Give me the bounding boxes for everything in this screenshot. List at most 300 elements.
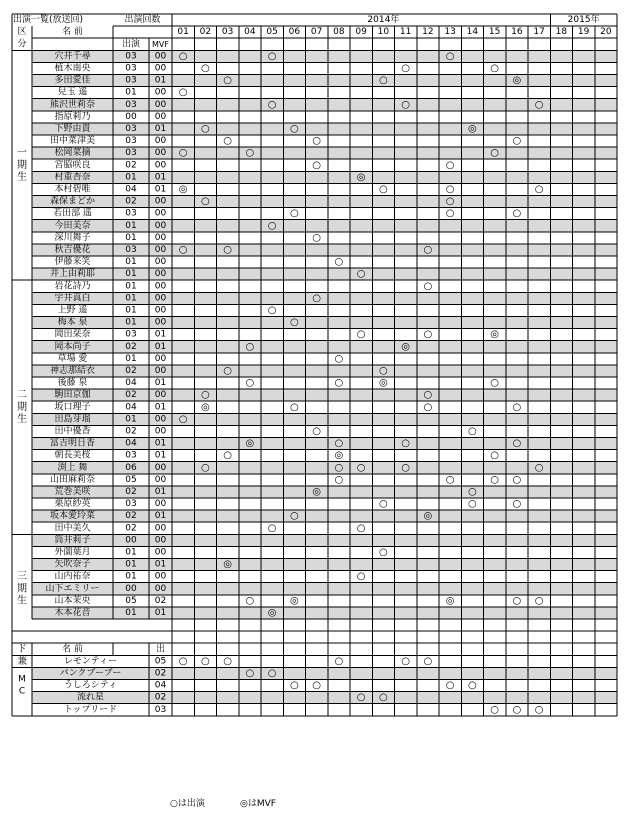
member-name: 田中菜津美 bbox=[49, 136, 96, 147]
group-label-char: 生 bbox=[17, 413, 27, 425]
mvf-count: 00 bbox=[154, 390, 167, 401]
shaded-row bbox=[32, 607, 617, 619]
mvf-mark: ◎ bbox=[445, 595, 455, 607]
appear-mark: ○ bbox=[468, 425, 477, 437]
shaded-row bbox=[32, 196, 617, 208]
member-name: 指原莉乃 bbox=[54, 111, 91, 122]
mc-count: 02 bbox=[154, 668, 167, 679]
episode-number: 08 bbox=[333, 27, 345, 38]
shaded-row bbox=[32, 75, 617, 87]
shaded-row bbox=[32, 244, 617, 256]
appear-mark: ○ bbox=[423, 244, 433, 256]
appear-count: 01 bbox=[125, 172, 137, 183]
appear-count: 00 bbox=[125, 111, 137, 122]
name-header: 名 前 bbox=[62, 27, 83, 38]
mvf-mark: ◎ bbox=[201, 401, 210, 413]
mvf-count: 00 bbox=[154, 523, 167, 534]
mc-name: トップリード bbox=[63, 704, 118, 715]
appear-count: 02 bbox=[125, 486, 137, 497]
appear-count: 04 bbox=[125, 438, 137, 449]
appear-mark: ○ bbox=[201, 655, 210, 667]
appear-mark: ○ bbox=[178, 244, 188, 256]
mc-name-header: 名 前 bbox=[62, 644, 83, 655]
appear-mark: ○ bbox=[379, 75, 388, 87]
appear-count: 03 bbox=[125, 148, 137, 159]
shaded-row bbox=[32, 220, 617, 232]
member-name: 矢吹奈子 bbox=[54, 559, 91, 570]
mvf-mark: ◎ bbox=[312, 486, 321, 498]
appear-count: 02 bbox=[125, 523, 137, 534]
appear-count: 01 bbox=[125, 257, 137, 268]
appear-mark: ○ bbox=[379, 365, 388, 377]
mvf-count: 00 bbox=[154, 547, 167, 558]
appear-count: 03 bbox=[125, 499, 137, 510]
appear-mark: ○ bbox=[334, 462, 344, 474]
member-name: 駒田京伽 bbox=[54, 390, 91, 401]
appear-mark: ○ bbox=[245, 377, 255, 389]
appear-mark: ○ bbox=[445, 50, 455, 62]
mvf-mark: ◎ bbox=[379, 377, 388, 389]
episode-number: 17 bbox=[533, 27, 545, 38]
member-name: 木本花音 bbox=[54, 607, 91, 618]
group-label-char: 二 bbox=[17, 389, 27, 401]
appear-mark: ○ bbox=[445, 680, 455, 692]
appear-count: 05 bbox=[125, 595, 137, 606]
appear-mark: ○ bbox=[267, 50, 277, 62]
appear-count: 02 bbox=[125, 365, 137, 376]
appear-mark: ○ bbox=[356, 268, 366, 280]
appear-mark: ○ bbox=[468, 498, 477, 510]
appear-count: 01 bbox=[125, 87, 137, 98]
appear-mark: ○ bbox=[356, 462, 366, 474]
mc-group-label-char: C bbox=[18, 686, 26, 697]
appear-mark: ○ bbox=[445, 474, 455, 486]
mvf-mark: ◎ bbox=[245, 438, 255, 450]
appear-mark: ○ bbox=[379, 183, 388, 195]
group-label-char: 生 bbox=[17, 171, 27, 183]
appear-mark: ○ bbox=[334, 474, 344, 486]
episode-number: 05 bbox=[266, 27, 278, 38]
appear-mark: ○ bbox=[334, 377, 344, 389]
appear-mark: ○ bbox=[490, 62, 499, 74]
appear-mark: ○ bbox=[178, 50, 188, 62]
appear-mark: ○ bbox=[401, 62, 410, 74]
mc-name: パンクブーブー bbox=[59, 668, 122, 679]
appear-mark: ○ bbox=[223, 75, 232, 87]
member-name: 山本茉央 bbox=[54, 595, 91, 606]
appear-mark: ○ bbox=[290, 401, 299, 413]
appear-count: 01 bbox=[125, 232, 137, 243]
appear-mark: ○ bbox=[490, 474, 499, 486]
appear-mark: ○ bbox=[245, 595, 255, 607]
member-name: 村重杏奈 bbox=[54, 172, 91, 183]
member-name: 熊沢世莉奈 bbox=[49, 99, 96, 110]
appear-count: 03 bbox=[125, 75, 137, 86]
appear-mark: ○ bbox=[401, 438, 410, 450]
appear-count: 03 bbox=[125, 123, 137, 134]
appear-mark: ○ bbox=[223, 450, 232, 462]
mvf-count: 00 bbox=[154, 365, 167, 376]
member-name: 神志那結衣 bbox=[49, 365, 96, 376]
shaded-row bbox=[32, 50, 617, 62]
member-name: 今田美奈 bbox=[54, 220, 91, 231]
mvf-count: 00 bbox=[154, 462, 167, 473]
mvf-count: 01 bbox=[154, 123, 167, 134]
shaded-row bbox=[32, 438, 617, 450]
appear-mark: ○ bbox=[423, 401, 433, 413]
mvf-count: 01 bbox=[154, 184, 167, 195]
appear-mark: ○ bbox=[401, 655, 410, 667]
appear-mark: ○ bbox=[379, 498, 388, 510]
mvf-count: 01 bbox=[154, 402, 167, 413]
member-name: 田中美久 bbox=[54, 523, 91, 534]
appear-mark: ○ bbox=[356, 522, 366, 534]
appear-mark: ○ bbox=[312, 425, 321, 437]
mvf-count: 00 bbox=[154, 63, 167, 74]
mvf-count: 00 bbox=[154, 136, 167, 147]
mvf-mark: ◎ bbox=[401, 341, 410, 353]
shaded-row bbox=[32, 341, 617, 353]
mvf-count: 00 bbox=[154, 414, 167, 425]
mc-count: 05 bbox=[154, 656, 167, 667]
appear-mark: ○ bbox=[534, 595, 544, 607]
appear-count: 01 bbox=[125, 269, 137, 280]
appear-header: 出演 bbox=[121, 39, 141, 50]
appear-mark: ○ bbox=[512, 704, 522, 716]
year-2014-header: 2014年 bbox=[367, 15, 400, 26]
member-name: 梅本 泉 bbox=[57, 317, 88, 328]
appear-mark: ○ bbox=[512, 498, 522, 510]
mc-name: うしろシティ bbox=[63, 680, 118, 691]
shaded-row bbox=[32, 692, 617, 704]
appear-mark: ○ bbox=[401, 462, 410, 474]
episode-number: 13 bbox=[444, 27, 456, 38]
appear-mark: ○ bbox=[423, 280, 433, 292]
episode-number: 11 bbox=[399, 27, 412, 38]
appear-mark: ○ bbox=[445, 208, 455, 220]
appear-mark: ○ bbox=[290, 510, 299, 522]
mvf-count: 00 bbox=[154, 535, 167, 546]
shaded-row bbox=[32, 389, 617, 401]
mvf-count: 00 bbox=[154, 232, 167, 243]
appear-count: 01 bbox=[125, 293, 137, 304]
episode-number: 14 bbox=[466, 27, 479, 38]
appear-count: 02 bbox=[125, 390, 137, 401]
appear-mark: ○ bbox=[468, 680, 477, 692]
appear-mark: ○ bbox=[223, 244, 232, 256]
shaded-row bbox=[32, 559, 617, 571]
appear-mark: ○ bbox=[490, 704, 499, 716]
appear-count: 01 bbox=[125, 317, 137, 328]
appear-mark: ○ bbox=[356, 571, 366, 583]
appear-mark: ○ bbox=[178, 413, 188, 425]
kubun-header-char: 分 bbox=[17, 39, 27, 50]
appear-count: 00 bbox=[125, 583, 137, 594]
mvf-count: 00 bbox=[154, 99, 167, 110]
member-name: 下野由貴 bbox=[54, 123, 91, 134]
mvf-count: 00 bbox=[154, 426, 167, 437]
episode-number: 18 bbox=[555, 27, 568, 38]
group-label-char: 期 bbox=[17, 401, 27, 413]
appear-count: 05 bbox=[125, 474, 137, 485]
mvf-count: 00 bbox=[154, 160, 167, 171]
mvf-count: 00 bbox=[154, 111, 167, 122]
appear-mark: ○ bbox=[512, 208, 522, 220]
appear-mark: ○ bbox=[356, 329, 366, 341]
mvf-mark: ◎ bbox=[356, 171, 366, 183]
appear-mark: ○ bbox=[490, 450, 499, 462]
mvf-count: 00 bbox=[154, 148, 167, 159]
member-name: 兒玉 遥 bbox=[57, 87, 88, 98]
member-name: 渕上 舞 bbox=[57, 462, 88, 473]
mvf-count: 00 bbox=[154, 208, 167, 219]
appear-mark: ○ bbox=[178, 87, 188, 99]
appear-mark: ○ bbox=[290, 317, 299, 329]
kubun-header-char: 区 bbox=[17, 27, 27, 38]
member-name: 植木南央 bbox=[54, 63, 91, 74]
member-name: 宮脇咲良 bbox=[54, 160, 91, 171]
mvf-mark: ◎ bbox=[468, 123, 477, 135]
member-name: 伊藤来笑 bbox=[54, 257, 91, 268]
episode-number: 16 bbox=[511, 27, 523, 38]
member-name: 秋吉優花 bbox=[54, 244, 91, 255]
appear-mark: ○ bbox=[245, 667, 255, 679]
group-label-char: 期 bbox=[17, 583, 27, 595]
appear-count: 01 bbox=[125, 414, 137, 425]
appear-count: 04 bbox=[125, 184, 137, 195]
member-name: 朝長美桜 bbox=[54, 450, 91, 461]
appear-mark: ○ bbox=[267, 667, 277, 679]
appear-mark: ○ bbox=[312, 159, 321, 171]
shaded-row bbox=[32, 510, 617, 522]
mvf-count: 02 bbox=[154, 595, 167, 606]
appear-mark: ○ bbox=[512, 595, 522, 607]
shaded-row bbox=[32, 317, 617, 329]
member-name: 筒井莉子 bbox=[54, 535, 91, 546]
appear-mark: ○ bbox=[334, 438, 344, 450]
member-name: 多田愛佳 bbox=[54, 75, 91, 86]
appear-mark: ○ bbox=[312, 135, 321, 147]
appear-mark: ○ bbox=[512, 438, 522, 450]
appear-mark: ○ bbox=[334, 256, 344, 268]
appear-mark: ○ bbox=[512, 401, 522, 413]
appear-mark: ○ bbox=[534, 99, 544, 111]
appear-count: 01 bbox=[125, 571, 137, 582]
appear-mark: ○ bbox=[490, 147, 499, 159]
appear-mark: ○ bbox=[423, 655, 433, 667]
appear-mark: ○ bbox=[490, 377, 499, 389]
appear-count: 01 bbox=[125, 353, 137, 364]
appear-count: 03 bbox=[125, 450, 137, 461]
appear-mark: ○ bbox=[379, 546, 388, 558]
episode-number: 12 bbox=[422, 27, 434, 38]
appear-mark: ○ bbox=[334, 353, 344, 365]
appear-count: 00 bbox=[125, 535, 137, 546]
mvf-count: 00 bbox=[154, 305, 167, 316]
member-name: 山下エミリー bbox=[45, 583, 100, 594]
legend-mvf-note: ◎はMVF bbox=[240, 799, 276, 809]
group-label-char: 一 bbox=[17, 147, 27, 159]
mvf-count: 00 bbox=[154, 293, 167, 304]
appear-count: 01 bbox=[125, 281, 137, 292]
appear-mark: ○ bbox=[223, 365, 232, 377]
appear-mark: ○ bbox=[445, 183, 455, 195]
appear-count: 03 bbox=[125, 208, 137, 219]
member-name: 本村碧唯 bbox=[54, 184, 91, 195]
shaded-row bbox=[32, 534, 617, 546]
member-name: 上野 遥 bbox=[57, 305, 88, 316]
shaded-row bbox=[32, 413, 617, 425]
member-name: 坂口理子 bbox=[54, 402, 91, 413]
group-label-char: 生 bbox=[17, 595, 27, 607]
appear-mark: ○ bbox=[201, 123, 210, 135]
member-name: 後藤 泉 bbox=[57, 378, 88, 389]
appear-mark: ○ bbox=[267, 220, 277, 232]
mvf-count: 01 bbox=[154, 378, 167, 389]
mvf-mark: ◎ bbox=[267, 607, 277, 619]
shaded-row bbox=[32, 171, 617, 183]
appear-count: 03 bbox=[125, 51, 137, 62]
episode-number: 19 bbox=[577, 27, 590, 38]
appear-mark: ○ bbox=[445, 196, 455, 208]
appear-count: 06 bbox=[125, 462, 137, 473]
member-name: 若田部 遥 bbox=[53, 208, 92, 219]
mc-count: 02 bbox=[154, 692, 167, 703]
member-name: 山内祐奈 bbox=[54, 571, 91, 582]
appear-count: 03 bbox=[125, 136, 137, 147]
appear-count: 03 bbox=[125, 329, 137, 340]
mvf-count: 01 bbox=[154, 559, 167, 570]
mvf-mark: ◎ bbox=[290, 595, 299, 607]
mvf-count: 01 bbox=[154, 341, 167, 352]
episode-number: 09 bbox=[355, 27, 367, 38]
mvf-count: 01 bbox=[154, 438, 167, 449]
group-label-char: 期 bbox=[17, 159, 27, 171]
shaded-row bbox=[32, 268, 617, 280]
appear-count: 01 bbox=[125, 305, 137, 316]
member-name: 森保まどか bbox=[49, 196, 96, 207]
episode-number: 07 bbox=[310, 27, 323, 38]
mvf-mark: ◎ bbox=[223, 559, 232, 571]
mvf-mark: ◎ bbox=[512, 75, 522, 87]
mvf-count: 00 bbox=[154, 269, 167, 280]
appear-count: 02 bbox=[125, 426, 137, 437]
mvf-count: 00 bbox=[154, 196, 167, 207]
mvf-count: 01 bbox=[154, 450, 167, 461]
appear-count: 01 bbox=[125, 607, 137, 618]
mvf-count: 00 bbox=[154, 499, 167, 510]
appear-mark: ○ bbox=[534, 704, 544, 716]
mvf-count: 00 bbox=[154, 474, 167, 485]
mvf-count: 00 bbox=[154, 51, 167, 62]
mvf-count: 00 bbox=[154, 571, 167, 582]
appear-mark: ○ bbox=[401, 99, 410, 111]
appear-mark: ○ bbox=[512, 474, 522, 486]
appear-count: 02 bbox=[125, 160, 137, 171]
appear-count: 01 bbox=[125, 559, 137, 570]
appear-mark: ○ bbox=[223, 655, 232, 667]
group-label-char: ド bbox=[17, 643, 27, 655]
mvf-count: 00 bbox=[154, 220, 167, 231]
appear-mark: ○ bbox=[201, 62, 210, 74]
mvf-count: 01 bbox=[154, 75, 167, 86]
shaded-row bbox=[32, 462, 617, 474]
member-name: 田島芽瑠 bbox=[54, 414, 91, 425]
member-name: 栗原紗英 bbox=[54, 499, 91, 510]
appear-mark: ○ bbox=[312, 232, 321, 244]
appear-mark: ○ bbox=[423, 329, 433, 341]
mvf-mark: ◎ bbox=[334, 450, 344, 462]
mvf-count: 01 bbox=[154, 607, 167, 618]
appear-mark: ○ bbox=[178, 147, 188, 159]
member-name: 外薗葉月 bbox=[54, 547, 91, 558]
appear-mark: ○ bbox=[534, 462, 544, 474]
appear-mark: ○ bbox=[468, 486, 477, 498]
mvf-count: 01 bbox=[154, 486, 167, 497]
shaded-row bbox=[32, 123, 617, 135]
group-label-char: 兼 bbox=[17, 655, 27, 667]
appear-count: 04 bbox=[125, 402, 137, 413]
mvf-mark: ◎ bbox=[423, 510, 433, 522]
mc-group-label-char: M bbox=[18, 674, 26, 685]
member-name: 冨吉明日香 bbox=[49, 438, 96, 449]
member-name: 田中優香 bbox=[54, 426, 91, 437]
shaded-row bbox=[32, 486, 617, 498]
mvf-count: 00 bbox=[154, 244, 167, 255]
member-name: 岩花詩乃 bbox=[54, 281, 91, 292]
appear-mark: ○ bbox=[445, 159, 455, 171]
appear-mark: ○ bbox=[534, 183, 544, 195]
mc-count: 04 bbox=[154, 680, 167, 691]
appear-mark: ○ bbox=[201, 196, 210, 208]
appear-count: 04 bbox=[125, 378, 137, 389]
appear-count: 01 bbox=[125, 220, 137, 231]
appear-count: 03 bbox=[125, 244, 137, 255]
appear-mark: ○ bbox=[334, 655, 344, 667]
episode-number: 02 bbox=[199, 27, 212, 38]
mvf-mark: ◎ bbox=[178, 183, 188, 195]
year-2015-header: 2015年 bbox=[567, 15, 600, 26]
shaded-row bbox=[32, 365, 617, 377]
mvf-count: 00 bbox=[154, 353, 167, 364]
mvf-count: 01 bbox=[154, 172, 167, 183]
member-name: 宇井真白 bbox=[54, 293, 91, 304]
appear-count: 01 bbox=[125, 547, 137, 558]
appear-mark: ○ bbox=[290, 208, 299, 220]
member-name: 井上由莉耶 bbox=[49, 269, 96, 280]
appear-mark: ○ bbox=[178, 655, 188, 667]
mvf-mark: ◎ bbox=[490, 329, 499, 341]
episode-number: 06 bbox=[288, 27, 301, 38]
episode-number: 01 bbox=[177, 27, 189, 38]
shaded-row bbox=[32, 147, 617, 159]
appear-mark: ○ bbox=[312, 292, 321, 304]
mvf-count: 01 bbox=[154, 511, 167, 522]
mvf-count: 00 bbox=[154, 87, 167, 98]
mvf-count: 00 bbox=[154, 257, 167, 268]
mc-count: 03 bbox=[154, 704, 167, 715]
appear-mark: ○ bbox=[267, 304, 277, 316]
appear-count: 02 bbox=[125, 196, 137, 207]
shaded-row bbox=[32, 99, 617, 111]
member-name: 穴井千尋 bbox=[54, 51, 91, 62]
member-name: 岡本尚子 bbox=[54, 341, 91, 352]
group-label-char: 三 bbox=[17, 571, 27, 583]
shaded-row bbox=[32, 583, 617, 595]
member-name: 荒巻美咲 bbox=[54, 486, 91, 497]
member-name: 岡田栞奈 bbox=[54, 329, 91, 340]
appear-mark: ○ bbox=[201, 389, 210, 401]
